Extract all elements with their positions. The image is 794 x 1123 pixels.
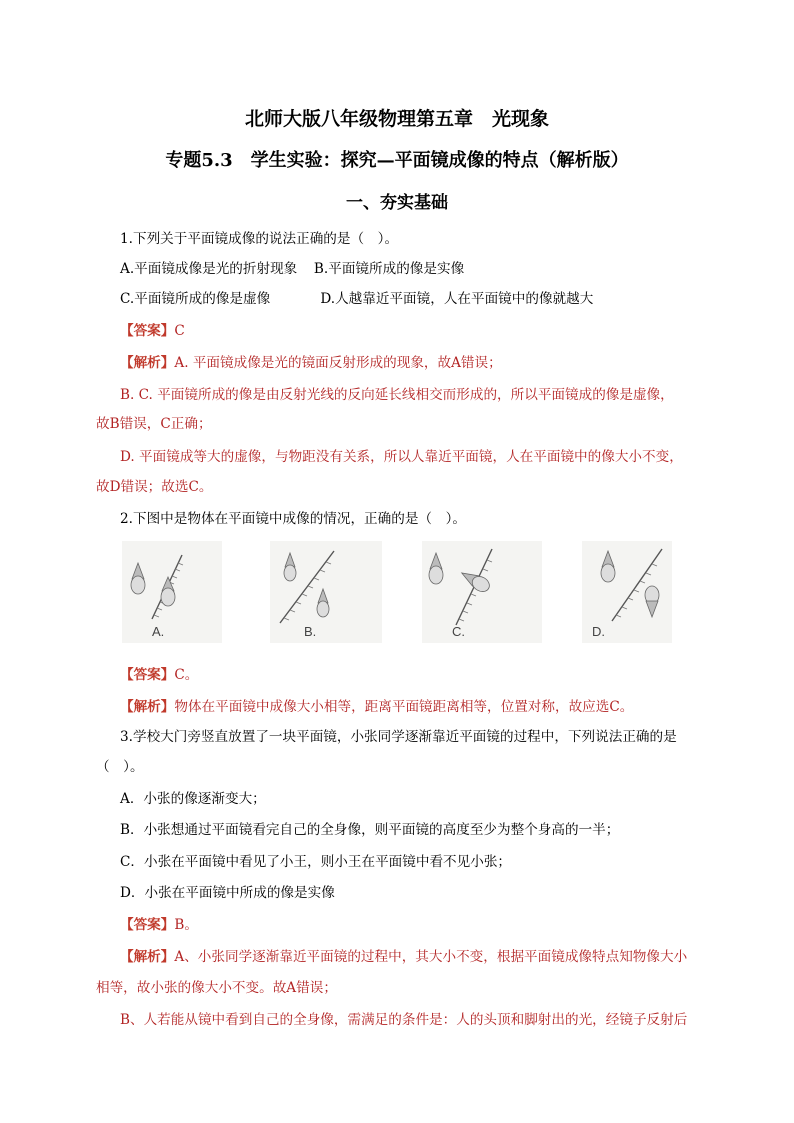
q2-stem: 2.下图中是物体在平面镜中成像的情况，正确的是（ ）。 <box>120 511 467 527</box>
q2-answer <box>120 666 198 684</box>
q1-answer <box>120 322 185 340</box>
q1-analysis-line-5: 故D错误；故选C。 <box>96 479 213 495</box>
q3-stem-line-1: 3.学校大门旁竖直放置了一块平面镜，小张同学逐渐靠近平面镜的过程中，下列说法正确的是 <box>120 729 677 745</box>
mirror-image-figure <box>122 541 672 643</box>
q3-analysis-line-3: B、人若能从镜中看到自己的全身像，需满足的条件是：人的头顶和脚射出的光，经镜子反射后 <box>120 1012 688 1028</box>
image-figure-icon <box>317 589 329 617</box>
figure-panel-b <box>270 541 382 643</box>
q2-analysis <box>120 698 633 716</box>
panel-label-a: A. <box>152 624 165 639</box>
q1-option-b: B.平面镜所成的像是实像 <box>313 261 465 277</box>
q3-answer <box>120 916 198 934</box>
q1-answer-value: C <box>174 323 185 339</box>
q1-options-cd <box>120 290 593 308</box>
figure-panel-d <box>582 541 672 643</box>
q1-analysis-line-3: 故B错误，C正确； <box>96 416 212 432</box>
panel-label-b: B. <box>304 624 317 639</box>
q3-answer-label: 【答案】 <box>120 917 175 933</box>
q3-option-d: D．小张在平面镜中所成的像是实像 <box>120 885 335 901</box>
panel-label-c: C. <box>452 624 465 639</box>
image-figure-icon <box>161 577 175 606</box>
q1-options-ab <box>120 260 464 278</box>
q2-analysis-text: 物体在平面镜中成像大小相等，距离平面镜距离相等，位置对称，故应选C。 <box>174 699 634 715</box>
panel-b-drawing <box>270 541 382 643</box>
q2-answer-label: 【答案】 <box>120 667 175 683</box>
q1-analysis-text-1: A. 平面镜成像是光的镜面反射形成的现象，故A错误； <box>174 355 502 371</box>
q3-analysis-text-1: A、小张同学逐渐靠近平面镜的过程中，其大小不变，根据平面镜成像特点知物像大小 <box>174 949 688 965</box>
image-figure-icon <box>645 586 659 617</box>
document-subtitle: 专题5.3 学生实验：探究—平面镜成像的特点（解析版） <box>165 150 629 171</box>
document-title: 北师大版八年级物理第五章 光现象 <box>244 108 549 130</box>
q2-analysis-label: 【解析】 <box>120 699 175 715</box>
q1-analysis-line-2: B. C. 平面镜所成的像是由反射光线的反向延长线相交而形成的，所以平面镜成的像是虚像， <box>120 387 674 403</box>
q3-analysis-line-1 <box>120 948 687 966</box>
panel-c-drawing <box>422 541 542 643</box>
object-figure-icon <box>284 553 296 581</box>
q1-answer-label: 【答案】 <box>120 323 175 339</box>
object-figure-icon <box>601 551 615 582</box>
q3-stem-line-2: （ ）。 <box>96 759 144 775</box>
object-figure-icon <box>429 553 443 584</box>
figure-panel-c <box>422 541 542 643</box>
q1-option-d: D.人越靠近平面镜，人在平面镜中的像就越大 <box>320 291 594 307</box>
panel-a-drawing <box>122 541 222 643</box>
section-heading: 一、夯实基础 <box>346 193 448 213</box>
panel-label-d: D. <box>592 624 605 639</box>
q3-option-b: B．小张想通过平面镜看完自己的全身像，则平面镜的高度至少为整个身高的一半； <box>120 822 620 838</box>
q3-analysis-line-2: 相等，故小张的像大小不变。故A错误； <box>96 980 337 996</box>
q1-stem: 1.下列关于平面镜成像的说法正确的是（ ）。 <box>120 231 399 247</box>
q3-answer-value: B。 <box>174 917 198 933</box>
object-figure-icon <box>131 563 145 594</box>
q1-analysis-label: 【解析】 <box>120 355 175 371</box>
q1-analysis-line-1 <box>120 354 502 372</box>
q3-analysis-label: 【解析】 <box>120 949 175 965</box>
image-figure-icon <box>458 567 492 595</box>
q1-analysis-line-4: D. 平面镜成等大的虚像，与物距没有关系，所以人靠近平面镜，人在平面镜中的像大小不变， <box>120 449 683 465</box>
q3-option-c: C．小张在平面镜中看见了小王，则小王在平面镜中看不见小张； <box>120 854 512 870</box>
figure-panel-a <box>122 541 222 643</box>
q3-option-a: A．小张的像逐渐变大； <box>120 791 266 807</box>
q1-option-a: A.平面镜成像是光的折射现象 <box>120 261 298 277</box>
q2-answer-value: C。 <box>174 667 199 683</box>
q1-option-c: C.平面镜所成的像是虚像 <box>120 291 271 307</box>
